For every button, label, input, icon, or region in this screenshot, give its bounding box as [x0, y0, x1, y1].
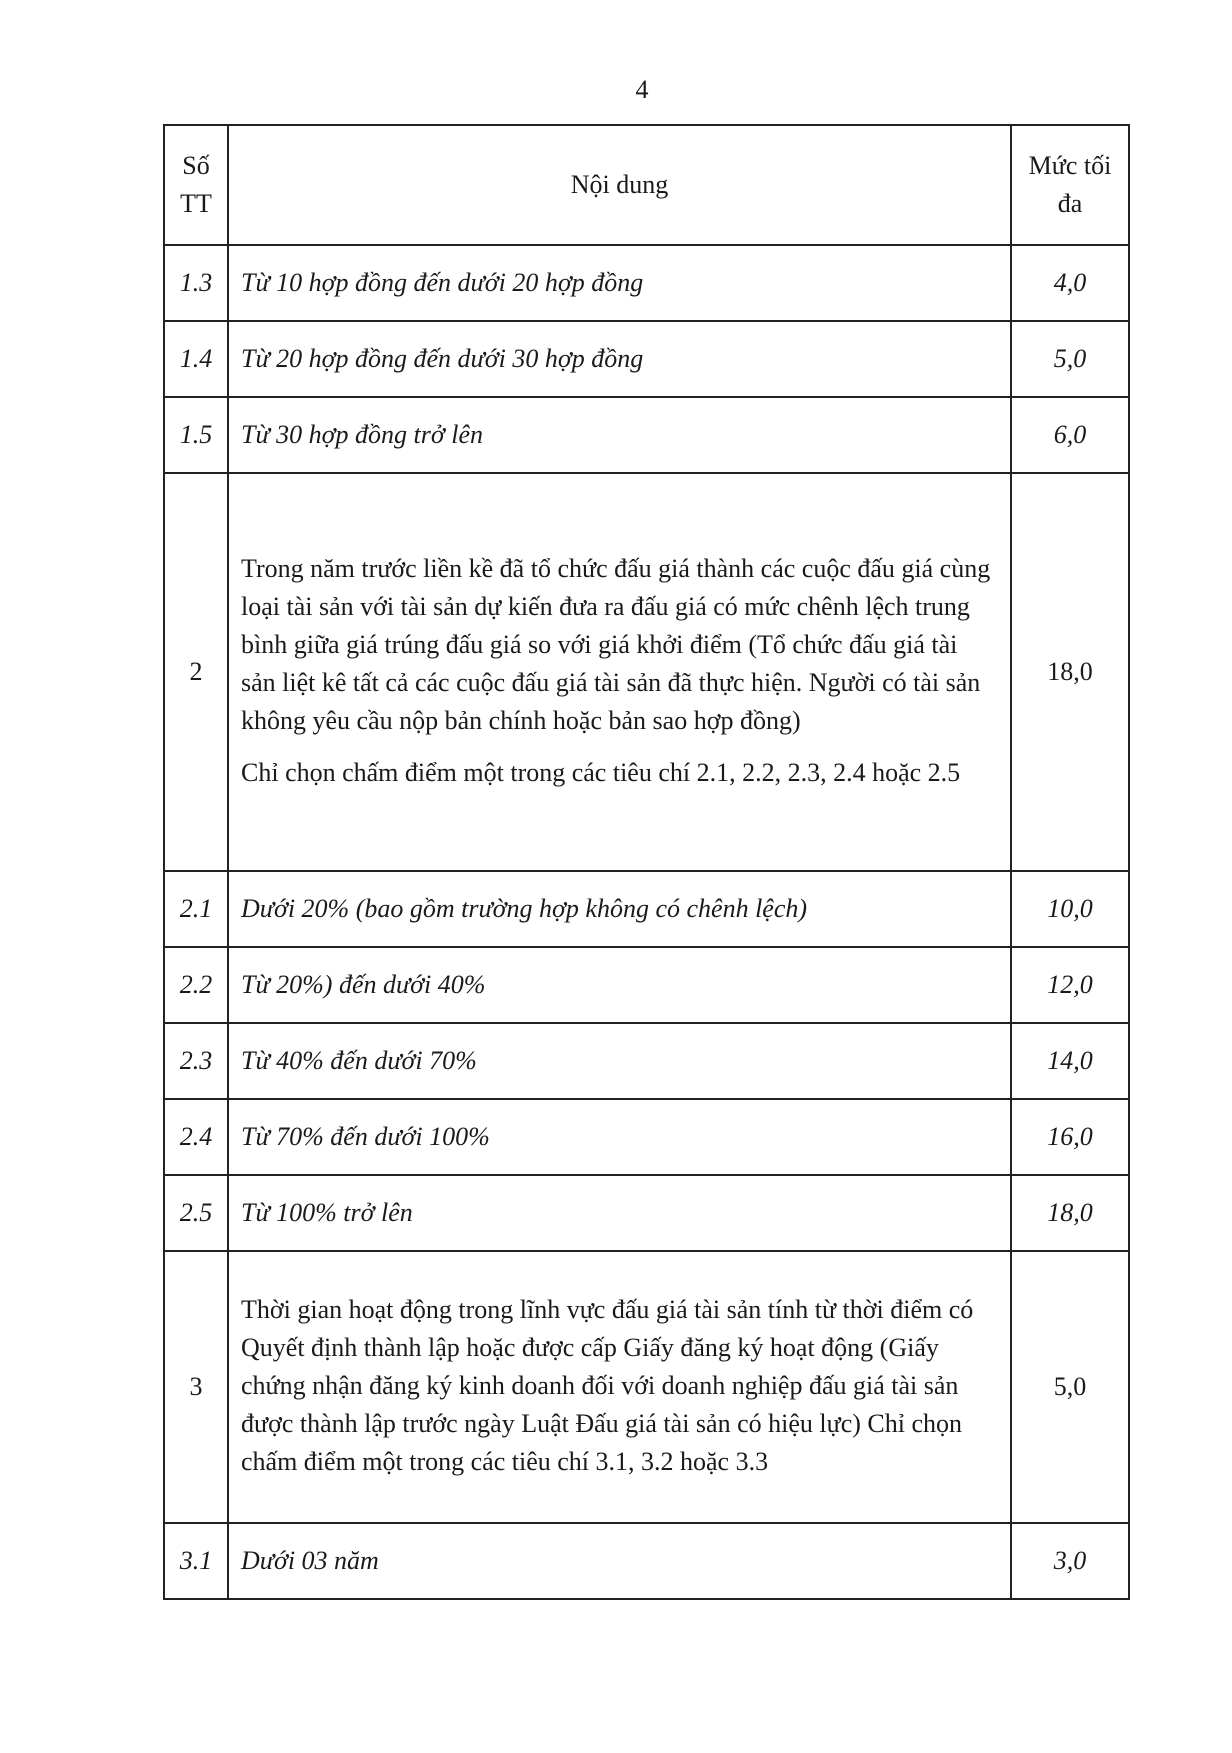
row-content	[228, 1251, 1011, 1523]
row-max-score: 5,0	[1011, 1251, 1129, 1523]
row-content	[228, 473, 1011, 871]
row-number: 2.1	[164, 871, 228, 947]
table-row	[164, 871, 1129, 947]
row-content: Từ 10 hợp đồng đến dưới 20 hợp đồng	[228, 245, 1011, 321]
row-content: Từ 30 hợp đồng trở lên	[228, 397, 1011, 473]
row-content: Từ 20%) đến dưới 40%	[228, 947, 1011, 1023]
row-content: Từ 20 hợp đồng đến dưới 30 hợp đồng	[228, 321, 1011, 397]
table-row	[164, 397, 1129, 473]
table-row	[164, 473, 1129, 871]
row-max-score: 12,0	[1011, 947, 1129, 1023]
page-number: 4	[635, 75, 649, 104]
row-number: 1.4	[164, 321, 228, 397]
row-max-score: 16,0	[1011, 1099, 1129, 1175]
scoring-table	[163, 124, 1130, 1600]
row-content: Từ 100% trở lên	[228, 1175, 1011, 1251]
table-row	[164, 1023, 1129, 1099]
row-content: Từ 40% đến dưới 70%	[228, 1023, 1011, 1099]
row-number: 2	[164, 473, 228, 871]
row-max-score: 5,0	[1011, 321, 1129, 397]
row-number: 2.3	[164, 1023, 228, 1099]
row-number: 2.4	[164, 1099, 228, 1175]
row-number: 3	[164, 1251, 228, 1523]
criterion-note: Chỉ chọn chấm điểm một trong các tiêu chí 2.1, 2.2, 2.3, 2.4 hoặc 2.5	[241, 758, 961, 787]
row-content: Dưới 20% (bao gồm trường hợp không có chênh lệch)	[228, 871, 1011, 947]
row-content: Từ 70% đến dưới 100%	[228, 1099, 1011, 1175]
table-row	[164, 1251, 1129, 1523]
row-max-score: 3,0	[1011, 1523, 1129, 1599]
header-content: Nội dung	[228, 125, 1011, 245]
row-max-score: 18,0	[1011, 473, 1129, 871]
table-row	[164, 321, 1129, 397]
row-max-score: 4,0	[1011, 245, 1129, 321]
row-max-score: 6,0	[1011, 397, 1129, 473]
table-row	[164, 1175, 1129, 1251]
row-number: 1.5	[164, 397, 228, 473]
row-content: Dưới 03 năm	[228, 1523, 1011, 1599]
row-max-score: 14,0	[1011, 1023, 1129, 1099]
table-row	[164, 947, 1129, 1023]
table-row	[164, 1523, 1129, 1599]
row-max-score: 10,0	[1011, 871, 1129, 947]
row-number: 2.5	[164, 1175, 228, 1251]
row-number: 2.2	[164, 947, 228, 1023]
table-row	[164, 1099, 1129, 1175]
criterion-description: Trong năm trước liền kề đã tổ chức đấu giá thành các cuộc đấu giá cùng loại tài sản với tài sản dự kiến đưa ra đấu giá có mức chênh lệch trung bình giữa giá trúng đấu giá so với giá khởi điểm (Tổ chức đấu giá tài sản liệt kê tất cả các cuộc đấu giá tài sản đã thực hiện. Người có tài sản không yêu cầu nộp bản chính hoặc bản sao hợp đồng)	[241, 554, 991, 735]
row-max-score: 18,0	[1011, 1175, 1129, 1251]
row-number: 3.1	[164, 1523, 228, 1599]
row-number: 1.3	[164, 245, 228, 321]
header-no: Số TT	[164, 125, 228, 245]
table-header-row	[164, 125, 1129, 245]
criterion-description: Thời gian hoạt động trong lĩnh vực đấu giá tài sản tính từ thời điểm có Quyết định thành lập hoặc được cấp Giấy đăng ký hoạt động (Giấy chứng nhận đăng ký kinh doanh đối với doanh nghiệp đấu giá tài sản được thành lập trước ngày Luật Đấu giá tài sản có hiệu lực) Chỉ chọn chấm điểm một trong các tiêu chí 3.1, 3.2 hoặc 3.3	[241, 1295, 974, 1476]
table-row	[164, 245, 1129, 321]
header-max: Mức tối đa	[1011, 125, 1129, 245]
